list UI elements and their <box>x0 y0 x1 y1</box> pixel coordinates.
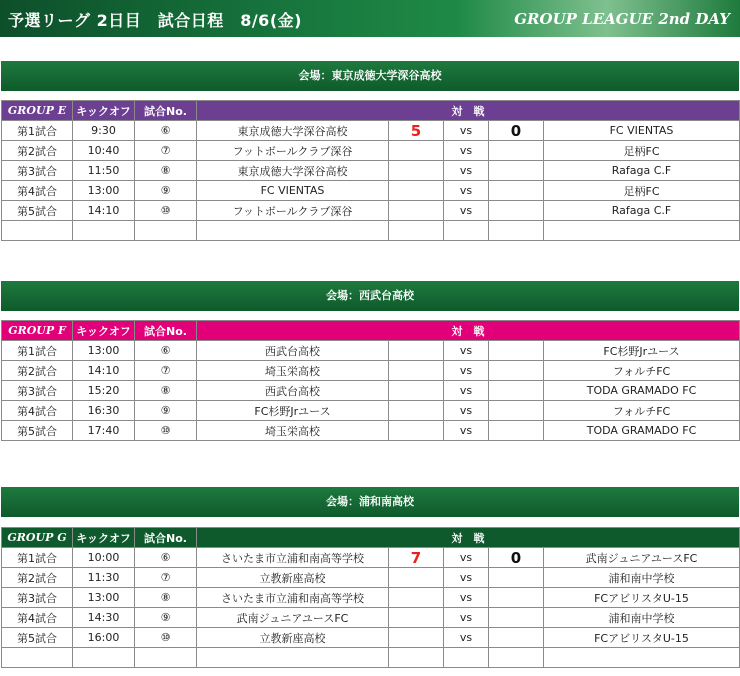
game-number: 第3試合 <box>2 161 73 181</box>
away-score <box>489 568 544 588</box>
venue-bar-group-e: 会場：東京成徳大学深谷高校 <box>1 61 739 91</box>
away-team: FCアビリスタU-15 <box>544 588 740 608</box>
away-team: 足柄FC <box>544 181 740 201</box>
kickoff-header: キックオフ <box>73 321 135 341</box>
home-score: 7 <box>389 548 444 568</box>
match-number: ⑧ <box>135 381 197 401</box>
home-score <box>389 361 444 381</box>
schedule-table-group-e <box>1 100 740 241</box>
match-number: ⑩ <box>135 421 197 441</box>
home-score <box>389 628 444 648</box>
group-label: GROUP E <box>2 101 73 121</box>
table-row <box>2 421 740 441</box>
match-number: ⑨ <box>135 401 197 421</box>
home-team: さいたま市立浦和南高等学校 <box>197 548 389 568</box>
vs-label: vs <box>444 201 489 221</box>
away-score <box>489 421 544 441</box>
home-score <box>389 341 444 361</box>
away-score <box>489 588 544 608</box>
match-no-header: 試合No. <box>135 101 197 121</box>
game-number: 第5試合 <box>2 628 73 648</box>
home-team: 東京成徳大学深谷高校 <box>197 161 389 181</box>
home-score <box>389 381 444 401</box>
match-number: ⑩ <box>135 201 197 221</box>
table-row <box>2 181 740 201</box>
match-number: ⑥ <box>135 121 197 141</box>
game-number: 第2試合 <box>2 568 73 588</box>
game-number: 第5試合 <box>2 201 73 221</box>
kickoff-time: 13:00 <box>73 181 135 201</box>
match-no-header: 試合No. <box>135 528 197 548</box>
away-team: TODA GRAMADO FC <box>544 381 740 401</box>
kickoff-header: キックオフ <box>73 101 135 121</box>
match-number: ⑥ <box>135 341 197 361</box>
home-score <box>389 588 444 608</box>
table-row <box>2 588 740 608</box>
versus-header: 対 戦 <box>197 528 740 548</box>
away-team: 武南ジュニアユースFC <box>544 548 740 568</box>
away-team: 足柄FC <box>544 141 740 161</box>
home-team: フットボールクラブ深谷 <box>197 201 389 221</box>
match-number: ⑥ <box>135 548 197 568</box>
vs-label: vs <box>444 161 489 181</box>
empty-row <box>2 648 740 668</box>
kickoff-time: 17:40 <box>73 421 135 441</box>
kickoff-time: 9:30 <box>73 121 135 141</box>
game-number: 第1試合 <box>2 548 73 568</box>
match-number: ⑦ <box>135 141 197 161</box>
table-row <box>2 121 740 141</box>
away-score: 0 <box>489 121 544 141</box>
versus-header: 対 戦 <box>197 101 740 121</box>
away-score <box>489 341 544 361</box>
kickoff-time: 11:50 <box>73 161 135 181</box>
table-row <box>2 401 740 421</box>
home-team: 西武台高校 <box>197 381 389 401</box>
table-header-row <box>2 528 740 548</box>
table-row <box>2 548 740 568</box>
kickoff-time: 16:00 <box>73 628 135 648</box>
away-score <box>489 161 544 181</box>
game-number: 第1試合 <box>2 121 73 141</box>
home-score <box>389 181 444 201</box>
home-score <box>389 568 444 588</box>
kickoff-time: 14:10 <box>73 201 135 221</box>
away-score <box>489 608 544 628</box>
schedule-table-group-g <box>1 527 740 668</box>
game-number: 第5試合 <box>2 421 73 441</box>
match-number: ⑦ <box>135 568 197 588</box>
kickoff-time: 11:30 <box>73 568 135 588</box>
home-team: 西武台高校 <box>197 341 389 361</box>
match-no-header: 試合No. <box>135 321 197 341</box>
away-score <box>489 381 544 401</box>
home-team: さいたま市立浦和南高等学校 <box>197 588 389 608</box>
kickoff-time: 10:40 <box>73 141 135 161</box>
game-number: 第4試合 <box>2 181 73 201</box>
home-score <box>389 161 444 181</box>
kickoff-time: 13:00 <box>73 341 135 361</box>
home-team: 立教新座高校 <box>197 568 389 588</box>
away-score <box>489 141 544 161</box>
game-number: 第1試合 <box>2 341 73 361</box>
away-team: FCアビリスタU-15 <box>544 628 740 648</box>
venue-bar-group-g: 会場：浦和南高校 <box>1 487 739 517</box>
game-number: 第2試合 <box>2 141 73 161</box>
away-team: FC杉野Jrユース <box>544 341 740 361</box>
venue-bar-group-f: 会場：西武台高校 <box>1 281 739 311</box>
home-team: FC杉野Jrユース <box>197 401 389 421</box>
table-row <box>2 361 740 381</box>
game-number: 第3試合 <box>2 381 73 401</box>
home-team: 東京成徳大学深谷高校 <box>197 121 389 141</box>
home-score <box>389 421 444 441</box>
away-team: 浦和南中学校 <box>544 608 740 628</box>
table-header-row <box>2 321 740 341</box>
kickoff-time: 16:30 <box>73 401 135 421</box>
away-team: TODA GRAMADO FC <box>544 421 740 441</box>
page-subtitle: GROUP LEAGUE 2nd DAY <box>514 10 730 28</box>
table-row <box>2 201 740 221</box>
table-row <box>2 568 740 588</box>
away-score <box>489 401 544 421</box>
home-score <box>389 608 444 628</box>
away-score <box>489 628 544 648</box>
table-row <box>2 341 740 361</box>
home-score: 5 <box>389 121 444 141</box>
away-team: フォルチFC <box>544 361 740 381</box>
kickoff-time: 13:00 <box>73 588 135 608</box>
match-number: ⑨ <box>135 608 197 628</box>
match-number: ⑦ <box>135 361 197 381</box>
away-team: 浦和南中学校 <box>544 568 740 588</box>
vs-label: vs <box>444 141 489 161</box>
table-row <box>2 608 740 628</box>
kickoff-header: キックオフ <box>73 528 135 548</box>
page-header <box>0 0 740 37</box>
vs-label: vs <box>444 361 489 381</box>
away-team: フォルチFC <box>544 401 740 421</box>
away-score: 0 <box>489 548 544 568</box>
match-number: ⑧ <box>135 161 197 181</box>
home-team: フットボールクラブ深谷 <box>197 141 389 161</box>
home-team: 埼玉栄高校 <box>197 361 389 381</box>
kickoff-time: 14:30 <box>73 608 135 628</box>
away-team: Rafaga C.F <box>544 201 740 221</box>
schedule-table-group-f <box>1 320 740 441</box>
away-score <box>489 361 544 381</box>
home-team: 武南ジュニアユースFC <box>197 608 389 628</box>
home-team: 立教新座高校 <box>197 628 389 648</box>
vs-label: vs <box>444 421 489 441</box>
vs-label: vs <box>444 588 489 608</box>
home-team: 埼玉栄高校 <box>197 421 389 441</box>
table-row <box>2 381 740 401</box>
vs-label: vs <box>444 608 489 628</box>
group-label: GROUP G <box>2 528 73 548</box>
game-number: 第4試合 <box>2 608 73 628</box>
kickoff-time: 15:20 <box>73 381 135 401</box>
empty-row <box>2 221 740 241</box>
group-label: GROUP F <box>2 321 73 341</box>
table-row <box>2 141 740 161</box>
game-number: 第3試合 <box>2 588 73 608</box>
match-number: ⑧ <box>135 588 197 608</box>
vs-label: vs <box>444 181 489 201</box>
away-team: FC VIENTAS <box>544 121 740 141</box>
vs-label: vs <box>444 548 489 568</box>
page-title: 予選リーグ 2日目 試合日程 8/6(金) <box>8 11 302 30</box>
table-header-row <box>2 101 740 121</box>
away-score <box>489 181 544 201</box>
vs-label: vs <box>444 401 489 421</box>
vs-label: vs <box>444 628 489 648</box>
kickoff-time: 10:00 <box>73 548 135 568</box>
table-row <box>2 161 740 181</box>
match-number: ⑨ <box>135 181 197 201</box>
vs-label: vs <box>444 341 489 361</box>
home-score <box>389 401 444 421</box>
home-score <box>389 141 444 161</box>
kickoff-time: 14:10 <box>73 361 135 381</box>
vs-label: vs <box>444 568 489 588</box>
away-team: Rafaga C.F <box>544 161 740 181</box>
home-score <box>389 201 444 221</box>
versus-header: 対 戦 <box>197 321 740 341</box>
vs-label: vs <box>444 121 489 141</box>
match-number: ⑩ <box>135 628 197 648</box>
table-row <box>2 628 740 648</box>
game-number: 第2試合 <box>2 361 73 381</box>
game-number: 第4試合 <box>2 401 73 421</box>
away-score <box>489 201 544 221</box>
vs-label: vs <box>444 381 489 401</box>
home-team: FC VIENTAS <box>197 181 389 201</box>
